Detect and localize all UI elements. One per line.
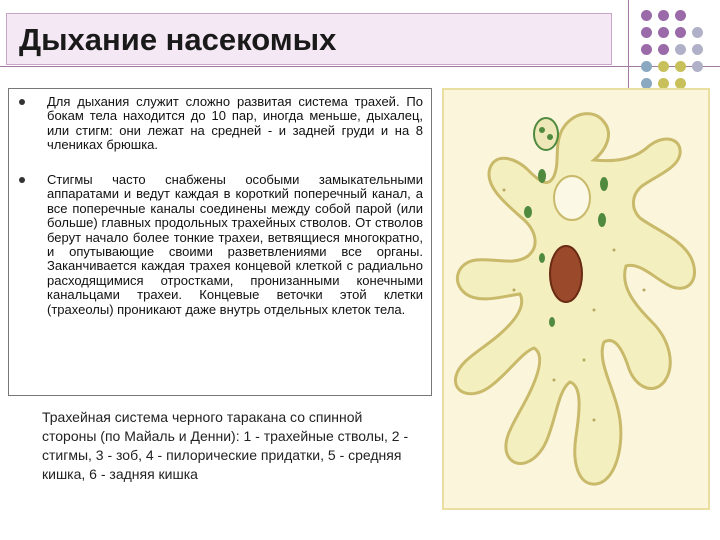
cytoplasm-granule (593, 419, 596, 422)
content-text-box (8, 88, 432, 396)
cytoplasm-granule (553, 379, 556, 382)
decor-dot (641, 27, 652, 38)
figure-caption: Трахейная система черного таракана со спинной стороны (по Майаль и Денни): 1 - трахейные стволы, 2 - стигмы, 3 - зоб, 4 - пилорические придатки, 5 - средняя кишка, 6 - задняя кишка (42, 409, 409, 482)
cytoplasm-granule (513, 289, 516, 292)
green-granule (549, 317, 555, 327)
green-granule (524, 206, 532, 218)
slide-title: Дыхание насекомых (19, 22, 337, 57)
decor-dot (658, 27, 669, 38)
bullet-text: Стигмы часто снабжены особыми замыкательными аппаратами и ведут каждая в короткий поперечный канал, а все поперечные каналы соединены между собой парой (или больше) главных продольных трахейных стволов. От стволов берут начало более тонкие трахеи, ветвящиеся многократно, и опутывающие своими разветвлениями все органы. Заканчивается каждая трахея концевой клеткой с радиально расходящимися отростками, пронизанными конечными канальцами трахеи. Концевые веточки этой клетки (трахеолы) проникают даже внутрь отдельных клеток тела. (47, 172, 423, 317)
bullet-icon (19, 177, 25, 183)
decor-dot (675, 27, 686, 38)
bullet-icon (19, 99, 25, 105)
decor-vertical-line (628, 0, 629, 100)
bullet-item (23, 173, 423, 317)
decor-dot (641, 10, 652, 21)
food-vacuole (534, 118, 558, 150)
cytoplasm-granule (643, 289, 646, 292)
nucleus (550, 246, 582, 302)
green-granule (538, 169, 546, 183)
decor-dot (692, 61, 703, 72)
green-granule (539, 253, 545, 263)
decor-dot-grid (637, 8, 717, 94)
bullet-item (23, 95, 423, 153)
bullet-text: Для дыхания служит сложно развитая система трахей. По бокам тела находится до 10 пар, иногда меньше, дыхалец, или стигм: они лежат на средней - и задней груди и на 8 члениках брюшка. (47, 94, 423, 153)
cytoplasm-granule (503, 189, 506, 192)
amoeba-cell (455, 114, 694, 485)
decor-dot (675, 61, 686, 72)
decor-dot (692, 27, 703, 38)
decor-dot (658, 61, 669, 72)
green-granule (547, 134, 553, 140)
decor-dot (658, 10, 669, 21)
cytoplasm-granule (613, 249, 616, 252)
decor-dot (692, 44, 703, 55)
cytoplasm-granule (593, 309, 596, 312)
cytoplasm-granule (583, 359, 586, 362)
decor-horizontal-line (0, 66, 720, 67)
amoeba-illustration (444, 90, 708, 508)
contractile-vacuole (554, 176, 590, 220)
green-granule (539, 127, 545, 133)
decor-dot (641, 44, 652, 55)
decor-dot (641, 61, 652, 72)
decor-dot (658, 44, 669, 55)
title-bar (6, 13, 612, 65)
green-granule (598, 213, 606, 227)
green-granule (600, 177, 608, 191)
decor-dot (675, 10, 686, 21)
decor-dot (675, 44, 686, 55)
figure-frame (442, 88, 710, 510)
